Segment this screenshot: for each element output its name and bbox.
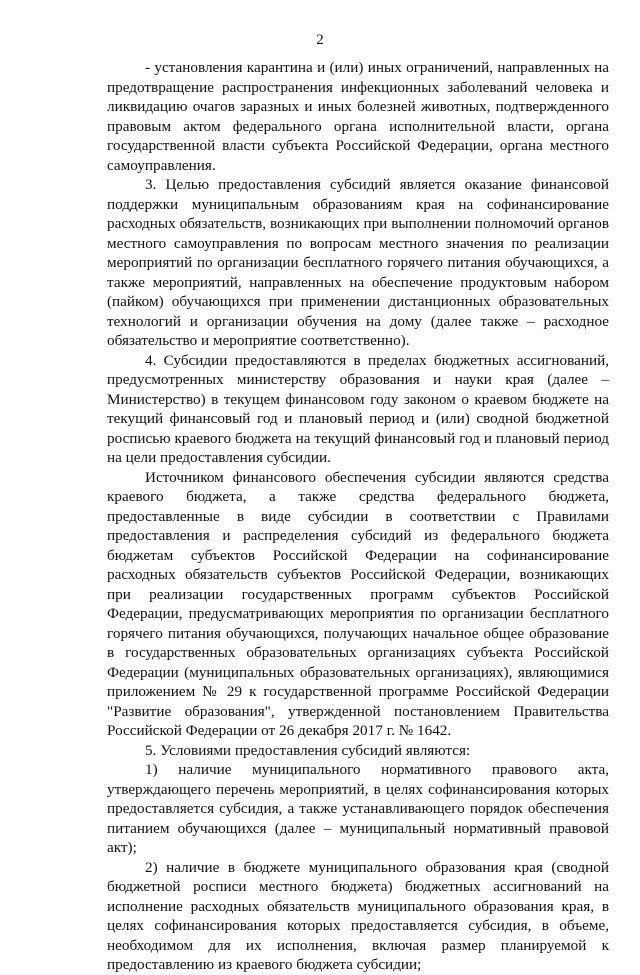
paragraph-conditions: 5. Условиями предоставления субсидий являются: xyxy=(145,741,471,759)
paragraph-condition-2: 2) наличие в бюджете муниципального образования края (сводной бюджетной росписи местного бюджета) бюджетных ассигнований на исполнение расходных обязательств муниципального образования края, в целях софинансирования которых предоставляется субсидия, в объеме, необходимом для их исполнения, включая размер планируемой к предоставлению из краевого бюджета субсидии; xyxy=(107,858,609,973)
page-number: 2 xyxy=(316,32,324,48)
paragraph-condition-1: 1) наличие муниципального нормативного правового акта, утверждающего перечень мероприятий, в целях софинансирования которых предоставляется субсидия, а также устанавливающего порядок обеспечения питанием обучающихся (далее – муниципальный нормативный правовой акт); xyxy=(107,761,609,856)
paragraph-quarantine: - установления карантина и (или) иных ограничений, направленных на предотвращение распространения инфекционных заболеваний человека и ликвидацию очагов заразных и иных болезней животных, подтвержденного правовым актом федерального органа исполнительной власти, органа государственной власти субъекта Российской Федерации, органа местного самоуправления. xyxy=(107,59,609,174)
paragraph-limits: 4. Субсидии предоставляются в пределах бюджетных ассигнований, предусмотренных министерству образования и науки края (далее – Министерство) в текущем финансовом году законом о краевом бюджете на текущий финансовый год и плановый период и (или) сводной бюджетной росписью краевого бюджета на текущий финансовый год и плановый период на цели предоставления субсидии. xyxy=(107,351,609,466)
paragraph-purpose: 3. Целью предоставления субсидий является оказание финансовой поддержки муниципальным образованиям края на софинансирование расходных обязательств, возникающих при выполнении полномочий органов местного самоуправления по вопросам местного значения по реализации мероприятий по организации бесплатного горячего питания обучающихся, а также мероприятий, направленных на обеспечение продуктовым набором (пайком) обучающихся при применении дистанционных образовательных технологий и организации обучения на дому (далее также – расходное обязательство и мероприятие соответственно). xyxy=(107,176,609,349)
paragraph-funding-source: Источником финансового обеспечения субсидии являются средства краевого бюджета, а также средства федерального бюджета, предоставленные в виде субсидии в соответствии с Правилами предоставления и распределения субсидий из федерального бюджета бюджетам субъектов Российской Федерации на софинансирование расходных обязательств субъектов Российской Федерации, возникающих при реализации государственных программ субъектов Российской Федерации, предусматривающих мероприятия по организации бесплатного горячего питания обучающихся, получающих начальное общее образование в государственных образовательных организациях субъекта Российской Федерации (муниципальных образовательных организациях), являющимися приложением № 29 к государственной программе Российской Федерации "Развитие образования", утвержденной постановлением Правительства Российской Федерации от 26 декабря 2017 г. № 1642. xyxy=(107,468,609,739)
document-body xyxy=(107,58,609,975)
